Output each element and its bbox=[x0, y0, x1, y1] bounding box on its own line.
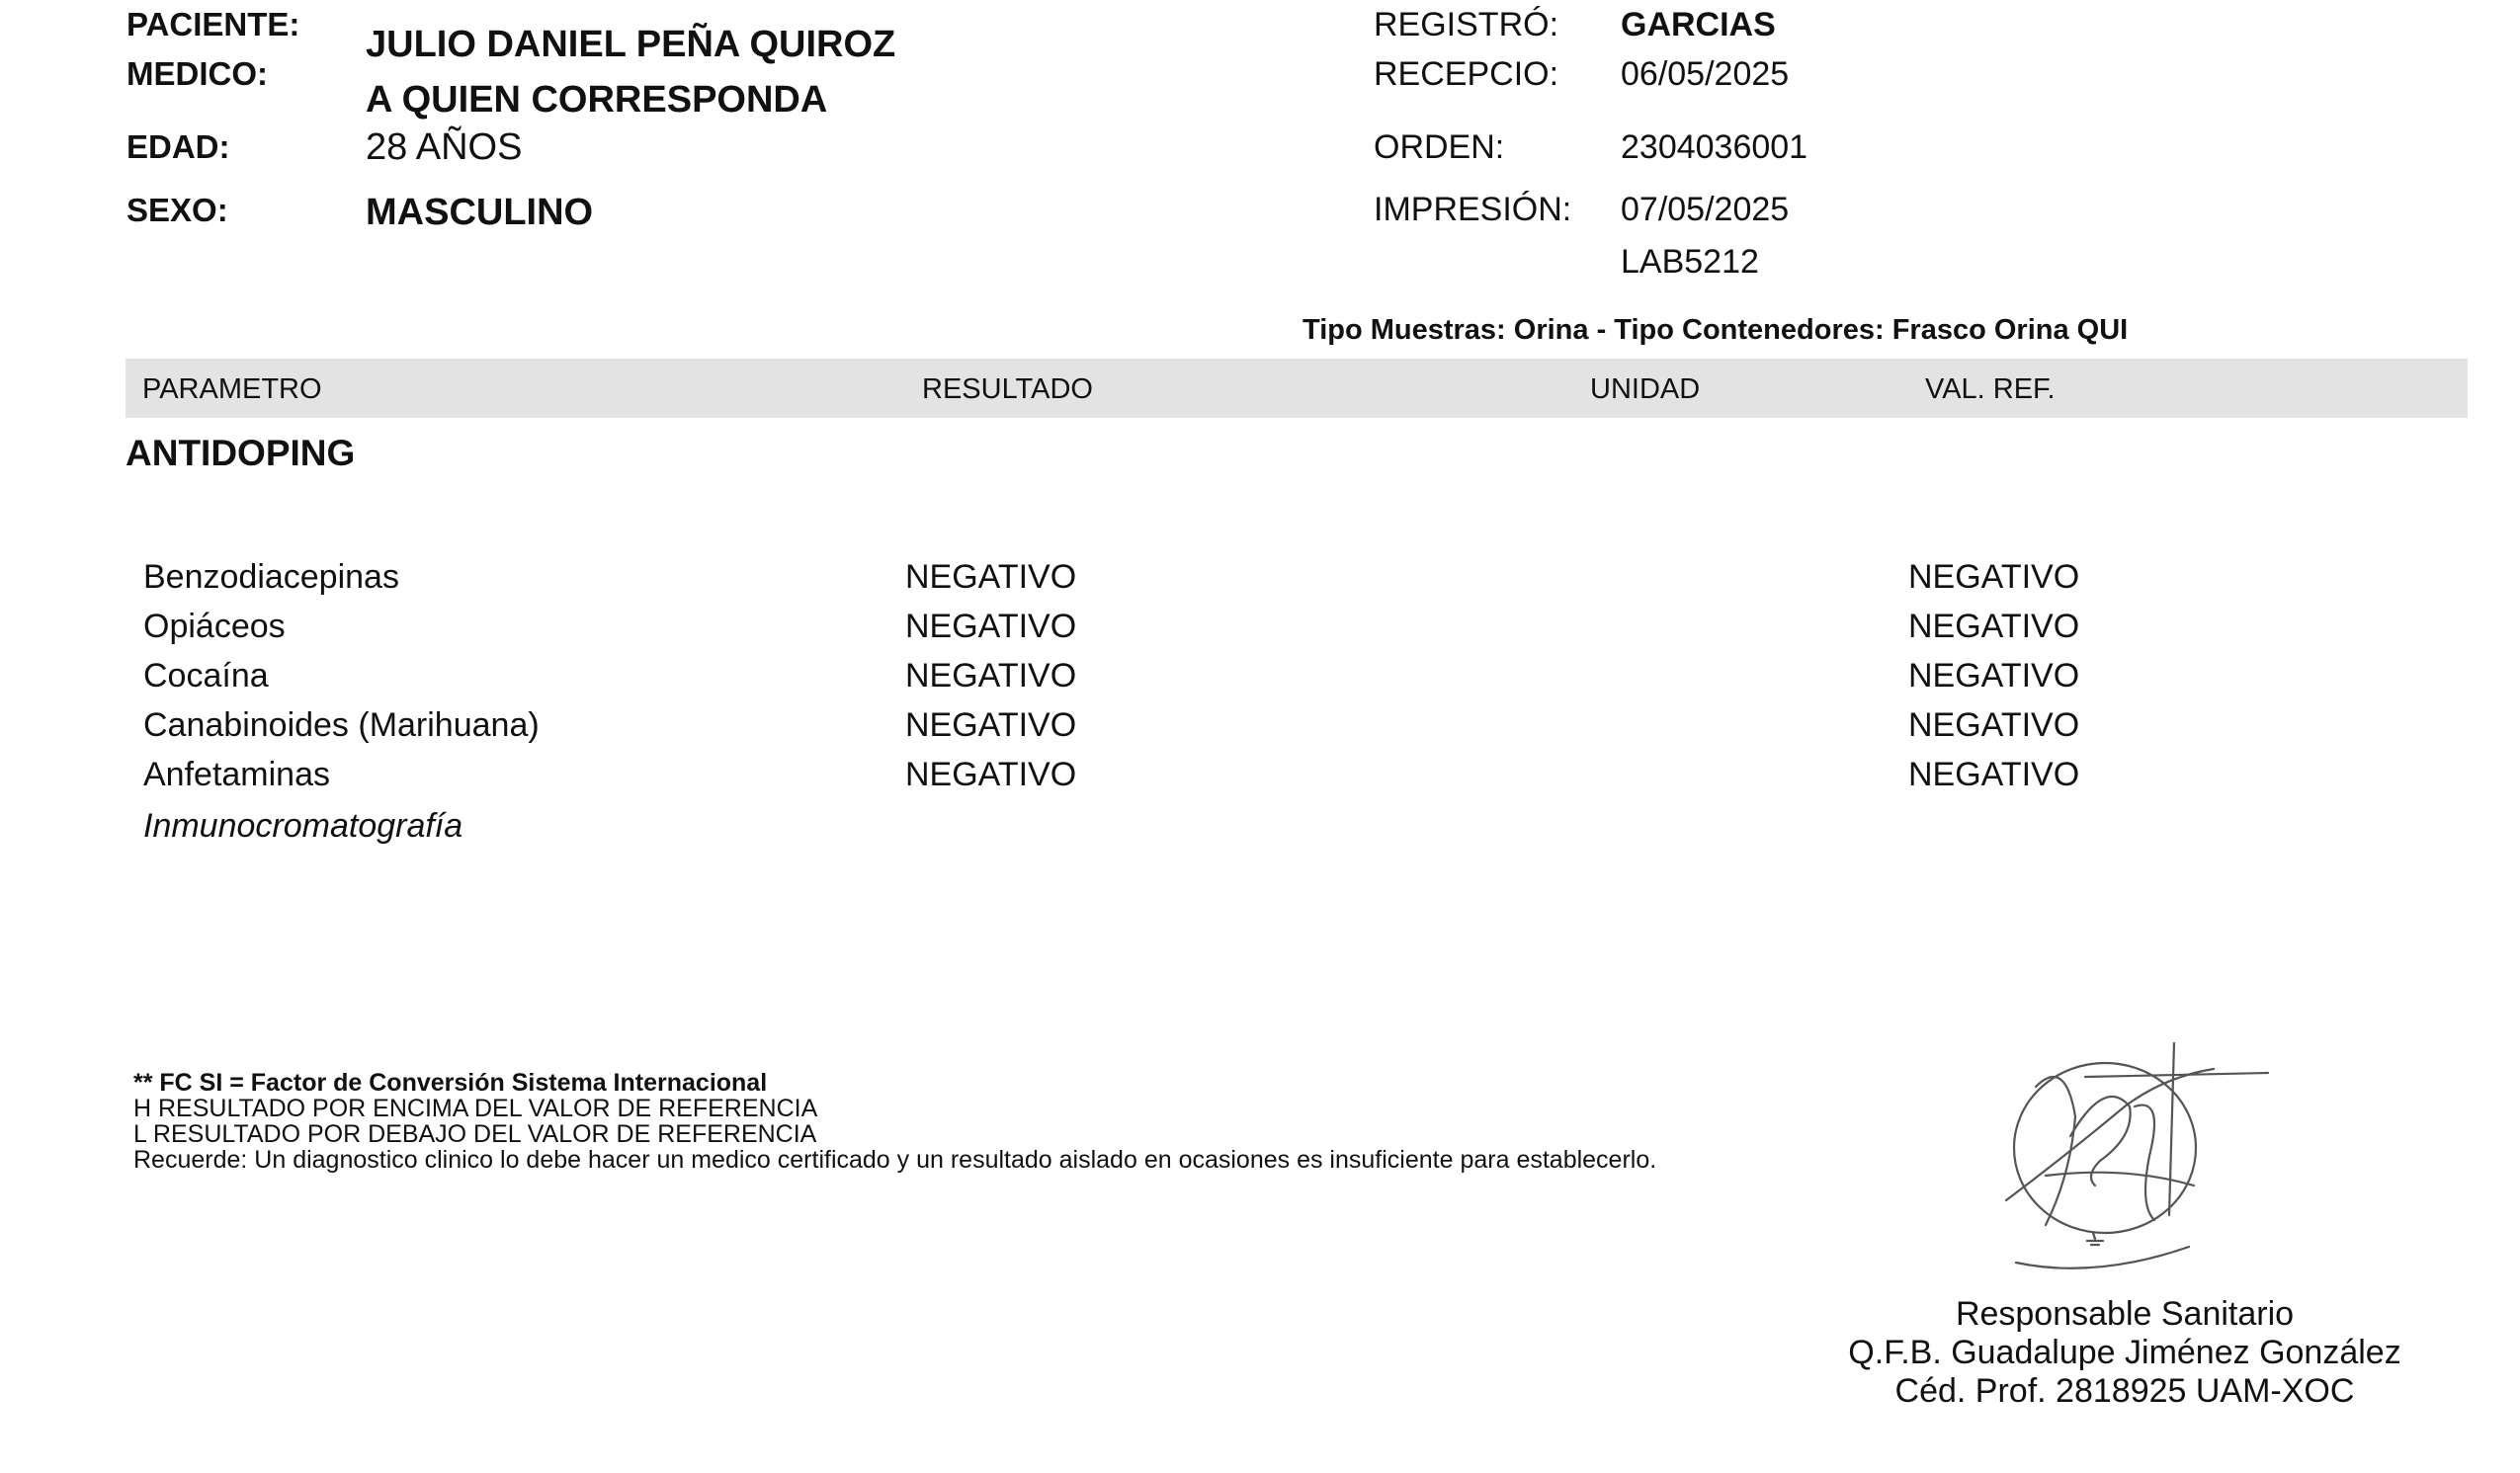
footnote-recuerde: Recuerde: Un diagnostico clinico lo debe hacer un medico certificado y un resultado aislado en ocasiones es insuficiente para establecerlo. bbox=[133, 1146, 1657, 1174]
row-ref: NEGATIVO bbox=[1908, 558, 2080, 596]
signature-role: Responsable Sanitario bbox=[1955, 1295, 2295, 1333]
row-ref: NEGATIVO bbox=[1908, 706, 2080, 744]
row-ref: NEGATIVO bbox=[1908, 756, 2080, 793]
row-param: Benzodiacepinas bbox=[143, 558, 399, 596]
medico-label: MEDICO: bbox=[126, 55, 268, 92]
recepcion-value: 06/05/2025 bbox=[1621, 55, 1790, 93]
row-result: NEGATIVO bbox=[905, 608, 1077, 645]
row-param: Anfetaminas bbox=[143, 756, 330, 793]
header-unidad: UNIDAD bbox=[1590, 373, 1701, 405]
signature-cedula: Céd. Prof. 2818925 UAM-XOC bbox=[1894, 1372, 2355, 1410]
row-ref: NEGATIVO bbox=[1908, 657, 2080, 695]
section-title: ANTIDOPING bbox=[126, 433, 356, 473]
header-val-ref: VAL. REF. bbox=[1925, 373, 2056, 405]
registro-label: REGISTRÓ: bbox=[1374, 6, 1559, 43]
sample-info: Tipo Muestras: Orina - Tipo Contenedores: Frasco Orina QUI bbox=[1302, 314, 2129, 346]
signature-block bbox=[1808, 1295, 2441, 1411]
header-parametro: PARAMETRO bbox=[142, 373, 322, 405]
row-param: Opiáceos bbox=[143, 608, 286, 645]
footnote-fc: ** FC SI = Factor de Conversión Sistema Internacional bbox=[133, 1069, 768, 1097]
signature-name: Q.F.B. Guadalupe Jiménez González bbox=[1848, 1334, 2401, 1371]
medico-value: A QUIEN CORRESPONDA bbox=[366, 79, 828, 121]
orden-value: 2304036001 bbox=[1621, 128, 1808, 166]
footnote-l: L RESULTADO POR DEBAJO DEL VALOR DE REFERENCIA bbox=[133, 1120, 817, 1148]
row-result: NEGATIVO bbox=[905, 558, 1077, 596]
edad-value: 28 AÑOS bbox=[366, 126, 523, 168]
row-param: Cocaína bbox=[143, 657, 269, 695]
paciente-label: PACIENTE: bbox=[126, 6, 300, 42]
registro-value: GARCIAS bbox=[1621, 6, 1776, 43]
header-resultado: RESULTADO bbox=[922, 373, 1093, 405]
sexo-label: SEXO: bbox=[126, 192, 228, 228]
footnote-h: H RESULTADO POR ENCIMA DEL VALOR DE REFERENCIA bbox=[133, 1095, 818, 1122]
table-header bbox=[126, 359, 2468, 418]
impresion-label: IMPRESIÓN: bbox=[1374, 191, 1572, 228]
row-result: NEGATIVO bbox=[905, 706, 1077, 744]
row-result: NEGATIVO bbox=[905, 657, 1077, 695]
signature-icon bbox=[1976, 1037, 2283, 1284]
sexo-value: MASCULINO bbox=[366, 192, 594, 233]
lab-code: LAB5212 bbox=[1621, 243, 1759, 281]
footnotes bbox=[133, 1070, 1656, 1173]
impresion-value: 07/05/2025 bbox=[1621, 191, 1790, 228]
row-param: Canabinoides (Marihuana) bbox=[143, 706, 540, 744]
orden-label: ORDEN: bbox=[1374, 128, 1505, 166]
recepcion-label: RECEPCIO: bbox=[1374, 55, 1559, 93]
row-result: NEGATIVO bbox=[905, 756, 1077, 793]
edad-label: EDAD: bbox=[126, 128, 230, 165]
row-ref: NEGATIVO bbox=[1908, 608, 2080, 645]
method-note: Inmunocromatografía bbox=[143, 807, 463, 845]
paciente-value: JULIO DANIEL PEÑA QUIROZ bbox=[366, 24, 896, 65]
